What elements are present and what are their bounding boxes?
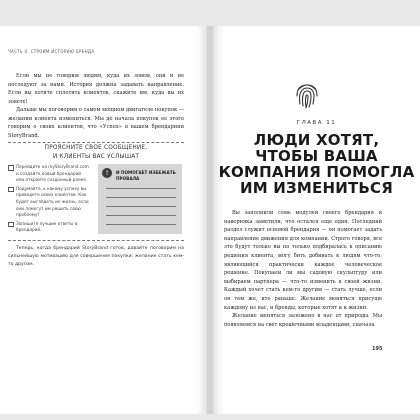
box-title-line: И КЛИЕНТЫ ВАС УСЛЫШАТ [52, 154, 140, 160]
box-top-rule [8, 142, 184, 143]
chapter-title-line: ЧТОБЫ ВАША [255, 147, 378, 165]
checklist-item [8, 186, 90, 219]
card-writing-line [106, 197, 176, 198]
left-closing-text [8, 245, 184, 270]
checklist-item-text: Перейдите на myStoryBrand.com и создайте новый брендарий или откройте созданный ранее. [16, 164, 89, 183]
running-head: ЧАСТЬ II. СТРОИМ ИСТОРИЮ БРЕНДА [8, 49, 95, 54]
paragraph: Вы заполнили семь модулей своего брендария и наверняка заметили, что осталея еще один. Последний раздел служит основой брендария — он помогает задать направление движения для компании. Строго говоря, все это будут только вы по только подбиралась к описанию решения клиента, могу бить добивать к людям что-то, являющийся практически каждое человеческое решение. Покупаем ли мы садовую скульптуру или выбираем партнера — что-то изменить в своей жизни. Каждый хочет стать кем-то другим — стать лучше, если он тем же, кто раньше. Желание меняться присуще каждому из нас, и бренды, которые хотят и к жизни. [224, 210, 382, 311]
alert-icon: ! [102, 168, 112, 178]
chapter-title-line: КОМПАНИЯ ПОМОГЛА [218, 163, 415, 181]
checklist-item [8, 221, 90, 234]
card-writing-line [106, 188, 176, 189]
paragraph: Дальше мы поговорим о самом мощном двигателе покупок — желании клиента измениться. Мы до начала покупок ее этого говорим о своих клиентов, что «Успех» в вашем брендарини StoryBrand. [8, 107, 184, 139]
right-body-text [224, 209, 382, 329]
paragraph: Если мы не говорим людям, куда их зовем, они и не последуют за нами. История должна задавать направление. Если вы хотите сплотить клиентов, скажите им, куда вы их зовете! [8, 73, 184, 105]
checklist-item-text: Запишите лучшие ответы в брендарий. [16, 220, 78, 233]
checklist-item [8, 164, 90, 184]
paragraph: Желание меняться заложено в нас от природы. Мы появляемся на свет крошечными младенцами, сначала [224, 313, 382, 328]
page-number: 195 [372, 346, 383, 352]
box-bottom-rule [8, 240, 184, 241]
card-writing-line [106, 206, 176, 207]
fingerprint-icon [294, 80, 320, 110]
chapter-title [213, 132, 420, 196]
card-writing-line [106, 215, 176, 216]
left-body-text [8, 72, 184, 140]
chapter-label: ГЛАВА 11 [296, 120, 337, 126]
chapter-title-line: ЛЮДИ ХОТЯТ, [253, 131, 380, 149]
paragraph: Теперь, когда брендарий StoryBrand готов, давайте поговорим на сильнейшую мотивацию для совершения покупки: желание стать кем-то другим. [8, 246, 184, 268]
checklist-item-text: Подумайте, к какому успеху вы приведете своих клиентов. Как будет выглядеть их жизнь, если они помогут им решить свою проблему? [16, 185, 89, 218]
card-writing-line [106, 224, 176, 225]
box-title-line: ПРОЯСНИТЕ СВОЕ СООБЩЕНИЕ, [44, 145, 148, 151]
checkbox-icon [8, 222, 14, 228]
card-title: И ПОМОГАЕТ ИЗБЕЖАТЬ ПРОВАЛА [116, 170, 176, 181]
checklist [8, 164, 90, 236]
box-title [8, 144, 184, 162]
chapter-title-line: ИМ ИЗМЕНИТЬСЯ [239, 179, 394, 197]
checkbox-icon [8, 187, 14, 193]
checkbox-icon [8, 165, 14, 171]
worksheet-card [98, 164, 182, 234]
